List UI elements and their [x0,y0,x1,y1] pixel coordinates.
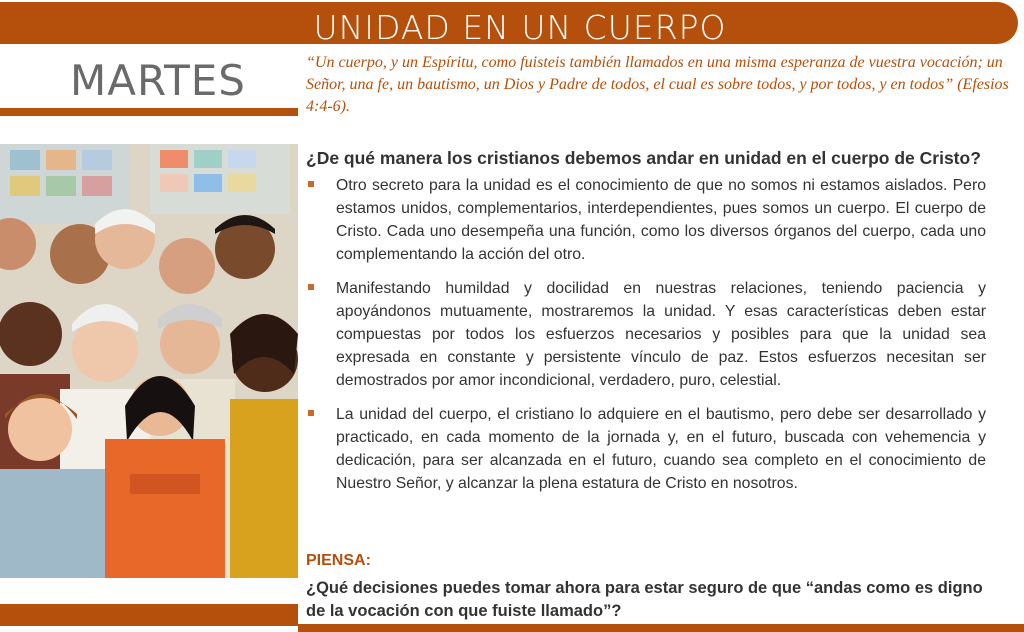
footer-bar-right [298,624,1024,632]
square-bullet-icon [308,410,314,416]
bullet-item [306,277,986,392]
bullet-text: La unidad del cuerpo, el cristiano lo adquiere en el bautismo, pero debe ser desarrollado y practicado, en cada momento de la jornada y, en el futuro, buscada con vehemencia y dedicación, para ser alcanzada en el futuro, cuando sea completo en el conocimiento de Nuestro Señor, y alcanzar la plena estatura de Cristo en nosotros. [336,406,986,492]
bullet-item [306,174,986,266]
piensa-question: ¿Qué decisiones puedes tomar ahora para estar seguro de que “andas como es digno de la vocación con que fuiste llamado”? [306,579,983,620]
page-title: UNIDAD EN UN CUERPO [313,8,727,47]
bullet-text: Manifestando humildad y docilidad en nuestras relaciones, teniendo paciencia y apoyándonos mutuamente, mostraremos la unidad. Y esas características deben estar compuestas por todos los esfuerzos necesarios y posibles para que la unidad sea expresada en constante y persistente vínculo de paz. Estos esfuerzos necesitan ser demostrados por amor incondicional, verdadero, puro, celestial. [336,280,986,389]
square-bullet-icon [308,181,314,187]
group-photo [0,144,298,578]
bullet-list [306,174,986,506]
footer-bar-left [0,604,298,626]
day-underline [0,108,298,116]
day-label: MARTES [70,56,246,105]
piensa-label: PIENSA: [306,552,371,569]
section-question: ¿De qué manera los cristianos debemos andar en unidad en el cuerpo de Cristo? [306,148,981,168]
bullet-item [306,403,986,495]
title-bar [0,2,1018,47]
group-photo-illustration [0,144,298,578]
square-bullet-icon [308,284,314,290]
bible-quote: “Un cuerpo, y un Espíritu, como fuisteis también llamados en una misma esperanza de vuestra vocación; un Señor, una fe, un bautismo, un Dios y Padre de todos, el cual es sobre todos, y por todos, y en todos” (Efesios 4:4-6). [306,54,1009,115]
bullet-text: Otro secreto para la unidad es el conocimiento de que no somos ni estamos aislados. Pero estamos unidos, complementarios, interdependientes, pues somos un cuerpo. El cuerpo de Cristo. Cada uno desempeña una función, como los diversos órganos del cuerpo, cada uno complementando la acción del otro. [336,177,986,263]
